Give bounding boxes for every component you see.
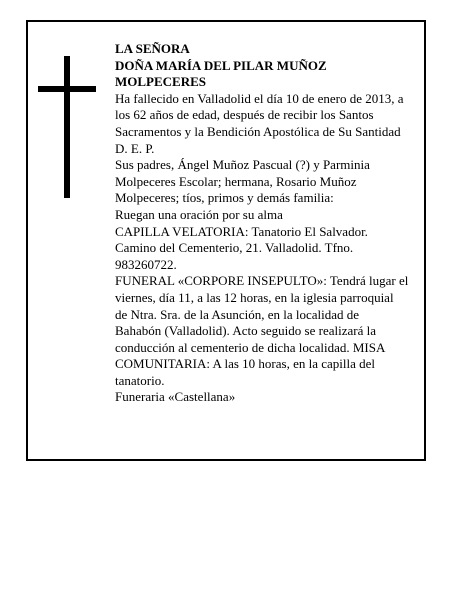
notice-body-line: Ruegan una oración por su alma <box>115 206 283 222</box>
notice-body-line: 983260722. <box>115 256 177 272</box>
notice-body-line: Camino del Cementerio, 21. Valladolid. Tfno. <box>115 240 354 256</box>
notice-body-line: Molpeceres Escolar; hermana, Rosario Muñoz <box>115 173 357 189</box>
notice-body-line: Funeraria «Castellana» <box>115 389 236 405</box>
notice-header-line: MOLPECERES <box>115 74 207 90</box>
notice-header-line: LA SEÑORA <box>115 41 190 56</box>
obituary-notice <box>26 20 426 461</box>
notice-body-line: de Ntra. Sra. de la Asunción, en la localidad de <box>115 306 360 322</box>
notice-body-line: Bahabón (Valladolid). Acto seguido se realizará la <box>115 323 376 339</box>
notice-body-line: viernes, día 11, a las 12 horas, en la iglesia parroquial <box>115 289 394 305</box>
notice-body-line: D. E. P. <box>115 140 155 156</box>
notice-body-line: conducción al cementerio de dicha localidad. MISA <box>115 339 386 355</box>
notice-body-line: Molpeceres; tíos, primos y demás familia: <box>115 190 334 206</box>
notice-text <box>115 41 427 406</box>
cross-horizontal-bar <box>38 86 96 92</box>
notice-header-line: DOÑA MARÍA DEL PILAR MUÑOZ <box>115 57 327 73</box>
cross-vertical-bar <box>64 56 70 198</box>
notice-body-line: Ha fallecido en Valladolid el día 10 de enero de 2013, a <box>115 90 404 106</box>
notice-body-line: Sacramentos y la Bendición Apostólica de Su Santidad <box>115 123 401 139</box>
notice-body-line: CAPILLA VELATORIA: Tanatorio El Salvador. <box>115 223 368 239</box>
notice-body-line: tanatorio. <box>115 372 165 388</box>
notice-body-line: COMUNITARIA: A las 10 horas, en la capilla del <box>115 356 375 372</box>
notice-body-line: los 62 años de edad, después de recibir los Santos <box>115 107 374 123</box>
cross-icon <box>38 56 96 198</box>
notice-body-line: FUNERAL «CORPORE INSEPULTO»: Tendrá lugar el <box>115 273 409 289</box>
notice-body-line: Sus padres, Ángel Muñoz Pascual (?) y Parminia <box>115 157 370 173</box>
